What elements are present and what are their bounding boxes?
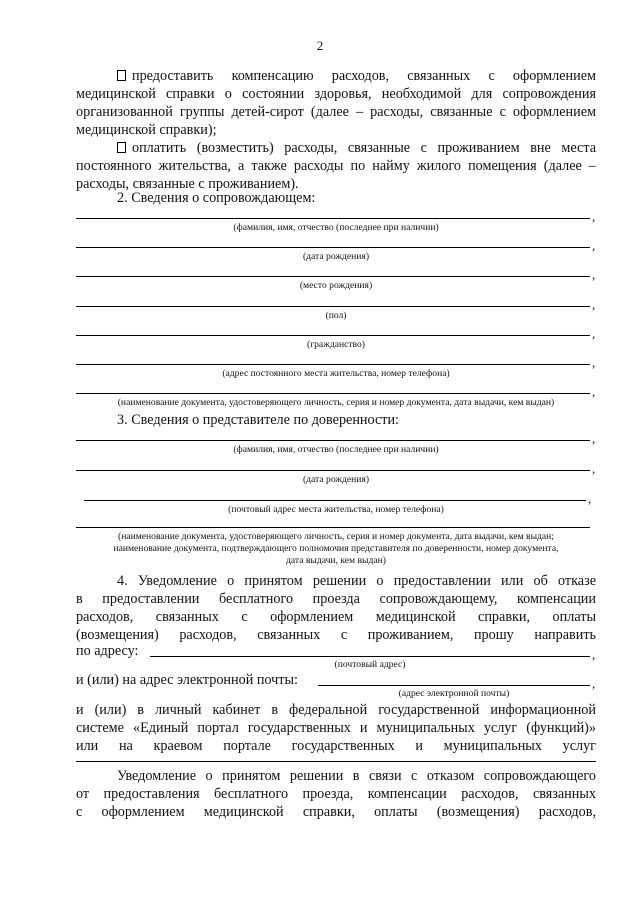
comma: ,	[592, 676, 596, 691]
option-text-compensation: предоставить компенсацию расходов, связанных с оформлением медицинской справки о состоянии здоровья, необходимой для сопровождения организованной группы детей-сирот (далее – расходы, связанные с оформлением медицинской справки);	[76, 68, 596, 138]
comma: ,	[592, 326, 596, 341]
refusal-line-2: от предоставления бесплатного проезда, компенсации расходов, связанных	[76, 786, 596, 802]
comma: ,	[588, 491, 592, 506]
section-4-line-2: в предоставлении бесплатного проезда сопровождающему, компенсации	[76, 591, 596, 607]
section-4-line-3: расходов, связанных с оформлением медицинской справки, оплаты	[76, 609, 596, 625]
address-label: по адресу:	[76, 643, 139, 659]
comma: ,	[592, 355, 596, 370]
field-line-rep-fio[interactable]	[76, 440, 590, 441]
field-line-rep-birth-date[interactable]	[76, 470, 590, 471]
field-line-rep-postal-address[interactable]	[84, 500, 586, 501]
comma: ,	[592, 431, 596, 446]
caption-identity-document: (наименование документа, удостоверяющего личность, серия и номер документа, дата выдачи, кем выдан)	[117, 397, 555, 408]
page-number: 2	[316, 38, 324, 53]
caption-sex: (пол)	[325, 310, 347, 321]
field-line-rep-documents[interactable]	[76, 527, 590, 528]
field-line-citizenship[interactable]	[76, 335, 590, 336]
portal-line-3: или на краевом портале государственных и муниципальных услуг	[76, 738, 596, 754]
email-label: и (или) на адрес электронной почты:	[76, 672, 298, 688]
caption-rep-postal-address: (почтовый адрес места жительства, номер телефона)	[228, 504, 444, 515]
field-line-sex[interactable]	[76, 306, 590, 307]
comma: ,	[592, 384, 596, 399]
field-line-identity-document[interactable]	[76, 393, 590, 394]
caption-birth-date: (дата рождения)	[302, 251, 370, 262]
caption-birth-place: (место рождения)	[299, 280, 373, 291]
field-line-birth-date[interactable]	[76, 247, 590, 248]
caption-rep-doc-line-1: (наименование документа, удостоверяющего личность, серия и номер документа, дата выдачи, кем выдан;	[118, 531, 554, 542]
caption-rep-fio: (фамилия, имя, отчество (последнее при наличии)	[233, 444, 439, 455]
caption-rep-doc-line-3: дата выдачи, кем выдан)	[286, 555, 386, 566]
caption-rep-birth-date: (дата рождения)	[302, 474, 370, 485]
portal-line-1: и (или) в личный кабинет в федеральной государственной информационной	[76, 702, 596, 718]
postal-address-field[interactable]	[150, 656, 590, 657]
option-item-compensation-medical	[76, 67, 596, 139]
section-4-line-1: 4. Уведомление о принятом решении о предоставлении или об отказе	[117, 573, 596, 589]
comma: ,	[592, 267, 596, 282]
section-3-heading: 3. Сведения о представителе по доверенности:	[117, 412, 399, 428]
checkbox-icon[interactable]	[117, 142, 126, 153]
comma: ,	[592, 461, 596, 476]
refusal-line-3: с оформлением медицинской справки, оплаты (возмещения) расходов,	[76, 804, 596, 820]
section-2-heading: 2. Сведения о сопровождающем:	[117, 190, 316, 206]
checkbox-icon[interactable]	[117, 70, 126, 81]
field-line-residence-address[interactable]	[76, 364, 590, 365]
section-4-line-4: (возмещения) расходов, связанных с проживанием, прошу направить	[76, 627, 596, 643]
caption-citizenship: (гражданство)	[307, 339, 365, 350]
comma: ,	[592, 297, 596, 312]
refusal-line-1: Уведомление о принятом решении в связи с отказом сопровождающего	[117, 768, 596, 784]
caption-email: (адрес электронной почты)	[398, 688, 510, 699]
comma: ,	[592, 209, 596, 224]
portal-line-2: системе «Единый портал государственных и муниципальных услуг (функций)»	[76, 720, 596, 736]
caption-rep-doc-line-2: наименование документа, подтверждающего полномочия представителя по доверенности, номер документа,	[113, 543, 559, 554]
caption-fio: (фамилия, имя, отчество (последнее при наличии)	[233, 222, 439, 233]
field-line-birth-place[interactable]	[76, 276, 590, 277]
comma: ,	[592, 647, 596, 662]
field-line-fio[interactable]	[76, 218, 590, 219]
caption-residence-address: (адрес постоянного места жительства, номер телефона)	[222, 368, 450, 379]
comma: ,	[592, 238, 596, 253]
option-text-accommodation: оплатить (возместить) расходы, связанные с проживанием вне места постоянного жительства, а также расходы по найму жилого помещения (далее – расходы, связанные с проживанием).	[76, 140, 596, 192]
email-address-field[interactable]	[318, 685, 590, 686]
option-item-accommodation	[76, 139, 596, 193]
portal-field-line[interactable]	[76, 761, 596, 762]
caption-postal-address: (почтовый адрес)	[334, 659, 406, 670]
